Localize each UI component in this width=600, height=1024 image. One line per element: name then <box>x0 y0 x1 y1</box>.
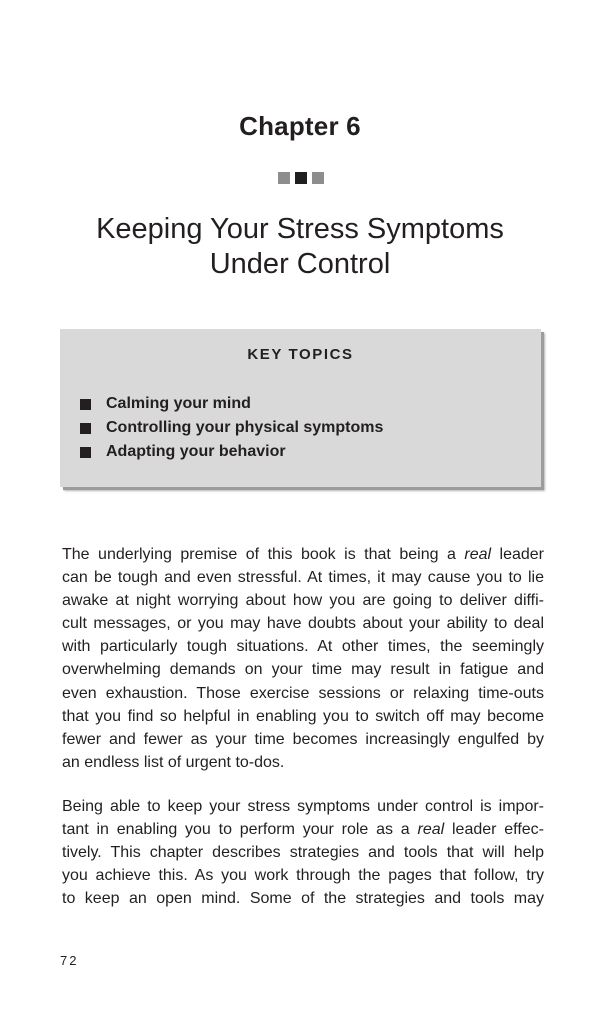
paragraph-line: The underlying premise of this book is that being a real leader <box>62 546 545 563</box>
body-paragraph-1 <box>62 543 544 774</box>
paragraph-line: awake at night worrying about how you are going to deliver diffi- <box>62 592 544 610</box>
page-number: 72 <box>60 953 79 968</box>
key-topic-item <box>80 416 383 440</box>
paragraph-line: overwhelming demands on your time may result in fatigue and <box>62 661 544 679</box>
key-topic-item <box>80 392 383 416</box>
paragraph-line: even exhaustion. Those exercise sessions or relaxing time-outs <box>62 684 544 702</box>
paragraph-line: that you find so helpful in enabling you to switch off may become <box>62 707 544 725</box>
chapter-title-line-2: Under Control <box>209 248 391 280</box>
ornament-square-center <box>295 172 307 184</box>
body-paragraph-2 <box>62 795 544 910</box>
ornament-square-right <box>312 172 324 184</box>
paragraph-line: with particularly tough situations. At other times, the seemingly <box>62 638 544 656</box>
key-topic-text: Calming your mind <box>106 395 251 412</box>
ornament-square-left <box>278 172 290 184</box>
chapter-title-line-1: Keeping Your Stress Symptoms <box>96 213 504 245</box>
paragraph-line: to keep an open mind. Some of the strategies and tools may <box>62 890 544 908</box>
key-topic-text: Adapting your behavior <box>106 443 286 460</box>
paragraph-line: cult messages, or you may have doubts about your ability to deal <box>62 615 544 633</box>
emphasis-real: real <box>464 546 492 563</box>
paragraph-line: tant in enabling you to perform your role as a real leader effec- <box>62 821 545 839</box>
square-bullet-icon <box>80 447 91 458</box>
paragraph-line: can be tough and even stressful. At times, it may cause you to lie <box>62 569 544 587</box>
key-topics-box <box>60 329 541 487</box>
square-bullet-icon <box>80 399 91 410</box>
chapter-ornament <box>278 172 326 184</box>
paragraph-line: Being able to keep your stress symptoms under control is impor- <box>62 798 544 815</box>
paragraph-line: you achieve this. As you work through the pages that follow, try <box>62 867 544 885</box>
paragraph-line: fewer and fewer as your time becomes increasingly engulfed by <box>62 730 544 748</box>
key-topic-text: Controlling your physical symptoms <box>106 419 384 436</box>
key-topics-heading: KEY TOPICS <box>247 346 354 363</box>
key-topic-item <box>80 440 383 464</box>
paragraph-line: an endless list of urgent to-dos. <box>62 753 285 771</box>
emphasis-real: real <box>417 821 445 839</box>
chapter-label: Chapter 6 <box>239 111 361 141</box>
chapter-title <box>0 212 600 282</box>
square-bullet-icon <box>80 423 91 434</box>
paragraph-line: tively. This chapter describes strategies and tools that will help <box>62 844 544 862</box>
key-topics-list <box>80 392 383 464</box>
